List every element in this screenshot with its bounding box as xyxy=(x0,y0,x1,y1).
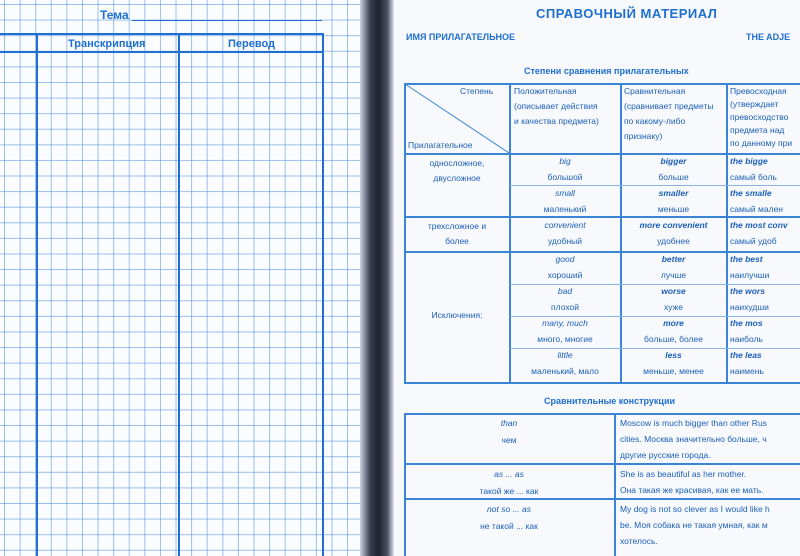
header-line: (сравнивает предметы xyxy=(624,101,714,111)
degree-cell: меньше xyxy=(657,204,690,214)
column-header-comparative xyxy=(624,86,713,142)
label-line: двусложное xyxy=(433,173,481,183)
book-spine xyxy=(360,0,394,556)
translation-header: Перевод xyxy=(228,38,276,50)
row-label-polysyllable xyxy=(404,221,510,247)
column-header-positive xyxy=(514,86,599,127)
table1-subrow-line xyxy=(510,185,800,186)
degree-cell: большой xyxy=(547,172,583,182)
degree-cell: smaller xyxy=(658,188,689,198)
construction-example-line: be. Моя собака не такая умная, как м xyxy=(620,520,768,530)
construction-en: as ... as xyxy=(494,469,524,479)
header-line: предмета над xyxy=(730,125,785,135)
degree-cell: the mos xyxy=(730,318,763,328)
table2-row1-bottom xyxy=(404,463,800,465)
label-line: более xyxy=(445,236,469,246)
header-line: признаку) xyxy=(624,131,663,141)
table2-mid-border xyxy=(614,413,616,556)
degree-cell: the bigge xyxy=(730,156,768,166)
degree-cell: хуже xyxy=(663,302,683,312)
label-line: односложное, xyxy=(429,158,485,168)
header-line: (утверждает xyxy=(730,99,779,109)
degree-cell: more convenient xyxy=(639,220,708,230)
degree-cell: little xyxy=(557,350,573,360)
column-divider-right xyxy=(322,33,324,556)
degree-cell: самый боль xyxy=(730,172,777,182)
degree-cell: good xyxy=(555,254,575,264)
construction-example-line: Moscow is much bigger than other Rus xyxy=(620,418,767,428)
table1-subrow-line xyxy=(510,284,800,285)
degree-cell: самый удоб xyxy=(730,236,777,246)
header-bottom-rule xyxy=(0,51,322,53)
header-line: Превосходная xyxy=(730,86,787,96)
adjective-heading-en: THE ADJE xyxy=(746,32,791,42)
degree-cell: меньше, менее xyxy=(643,366,704,376)
degree-cell: more xyxy=(663,318,684,328)
table1-bottom-border xyxy=(404,382,800,384)
degree-cell: хороший xyxy=(547,270,583,280)
construction-example-line: другие русские города. xyxy=(620,450,711,460)
table1-corner-top: Степень xyxy=(460,86,494,96)
reference-page xyxy=(394,0,800,556)
degree-cell: лучше xyxy=(660,270,687,280)
column-divider-1 xyxy=(36,33,38,556)
header-line: Положительная xyxy=(514,86,577,96)
degree-cell: the best xyxy=(730,254,763,264)
degree-cell: наиболь xyxy=(730,334,763,344)
row-label-exceptions: Исключения: xyxy=(431,310,483,320)
header-line: Сравнительная xyxy=(624,86,686,96)
degree-cell: bigger xyxy=(660,156,687,166)
header-top-rule xyxy=(0,33,322,35)
table1-row1-bottom xyxy=(404,216,800,218)
table1-corner-bottom: Прилагательное xyxy=(408,140,473,150)
construction-ru: не такой ... как xyxy=(480,521,538,531)
reference-title: СПРАВОЧНЫЙ МАТЕРИАЛ xyxy=(536,6,718,21)
construction-en: not so ... as xyxy=(487,504,531,514)
degree-cell: наимень xyxy=(730,366,764,376)
construction-example-line: cities. Москва значительно больше, ч xyxy=(620,434,767,444)
construction-example-line: She is as beautiful as her mother. xyxy=(620,469,747,479)
adjective-heading-ru: ИМЯ ПРИЛАГАТЕЛЬНОЕ xyxy=(406,32,516,42)
constructions-title: Сравнительные конструкции xyxy=(544,396,676,406)
transcription-header: Транскрипция xyxy=(68,38,146,50)
degree-cell: удобный xyxy=(547,236,583,246)
degree-cell: big xyxy=(559,156,571,166)
degree-cell: many, much xyxy=(542,318,588,328)
topic-underline xyxy=(132,20,322,21)
degree-cell: маленький xyxy=(543,204,587,214)
degree-cell: worse xyxy=(661,286,686,296)
header-line: превосходство xyxy=(730,112,789,122)
table1-subrow-line xyxy=(510,348,800,349)
degree-cell: the leas xyxy=(730,350,762,360)
table2-top-border xyxy=(404,413,800,415)
degree-cell: много, многие xyxy=(537,334,593,344)
degree-cell: больше xyxy=(658,172,689,182)
topic-label: Тема xyxy=(100,8,129,22)
header-line: (описывает действия xyxy=(514,101,598,111)
column-divider-2 xyxy=(178,33,180,556)
column-header-superlative xyxy=(730,86,792,149)
degree-cell: the wors xyxy=(730,286,765,296)
degree-cell: small xyxy=(555,188,575,198)
table2-row2-bottom xyxy=(404,498,800,500)
header-line: по какому-либо xyxy=(624,116,686,126)
degree-cell: bad xyxy=(557,286,573,296)
degree-cell: наихудши xyxy=(730,302,769,312)
degree-cell: наилучши xyxy=(730,270,770,280)
degree-cell: less xyxy=(665,350,682,360)
header-line: по данному при xyxy=(730,138,793,148)
degree-cell: плохой xyxy=(551,302,579,312)
degree-cell: маленький, мало xyxy=(531,366,599,376)
degree-cell: the most conv xyxy=(730,220,788,230)
label-line: трехсложное и xyxy=(427,221,487,231)
left-notebook-page xyxy=(0,0,360,556)
construction-example-line: My dog is not so clever as I would like h xyxy=(620,504,770,514)
degree-cell: больше, более xyxy=(644,334,703,344)
degree-cell: the smalle xyxy=(730,188,772,198)
construction-example-line: хотелось. xyxy=(620,536,658,546)
degree-cell: convenient xyxy=(544,220,586,230)
table1-subrow-line xyxy=(510,316,800,317)
construction-ru: чем xyxy=(501,435,517,445)
header-line: и качества предмета) xyxy=(514,116,599,126)
construction-ru: такой же ... как xyxy=(479,486,539,496)
degree-cell: удобнее xyxy=(657,236,690,246)
table1-row2-bottom xyxy=(404,251,800,253)
degree-cell: better xyxy=(661,254,686,264)
construction-example-line: Она такая же красивая, как ее мать. xyxy=(620,485,764,495)
degree-cell: самый мален xyxy=(730,204,783,214)
degrees-title: Степени сравнения прилагательных xyxy=(524,66,689,76)
construction-en: than xyxy=(500,418,518,428)
row-label-syllable xyxy=(404,158,510,184)
